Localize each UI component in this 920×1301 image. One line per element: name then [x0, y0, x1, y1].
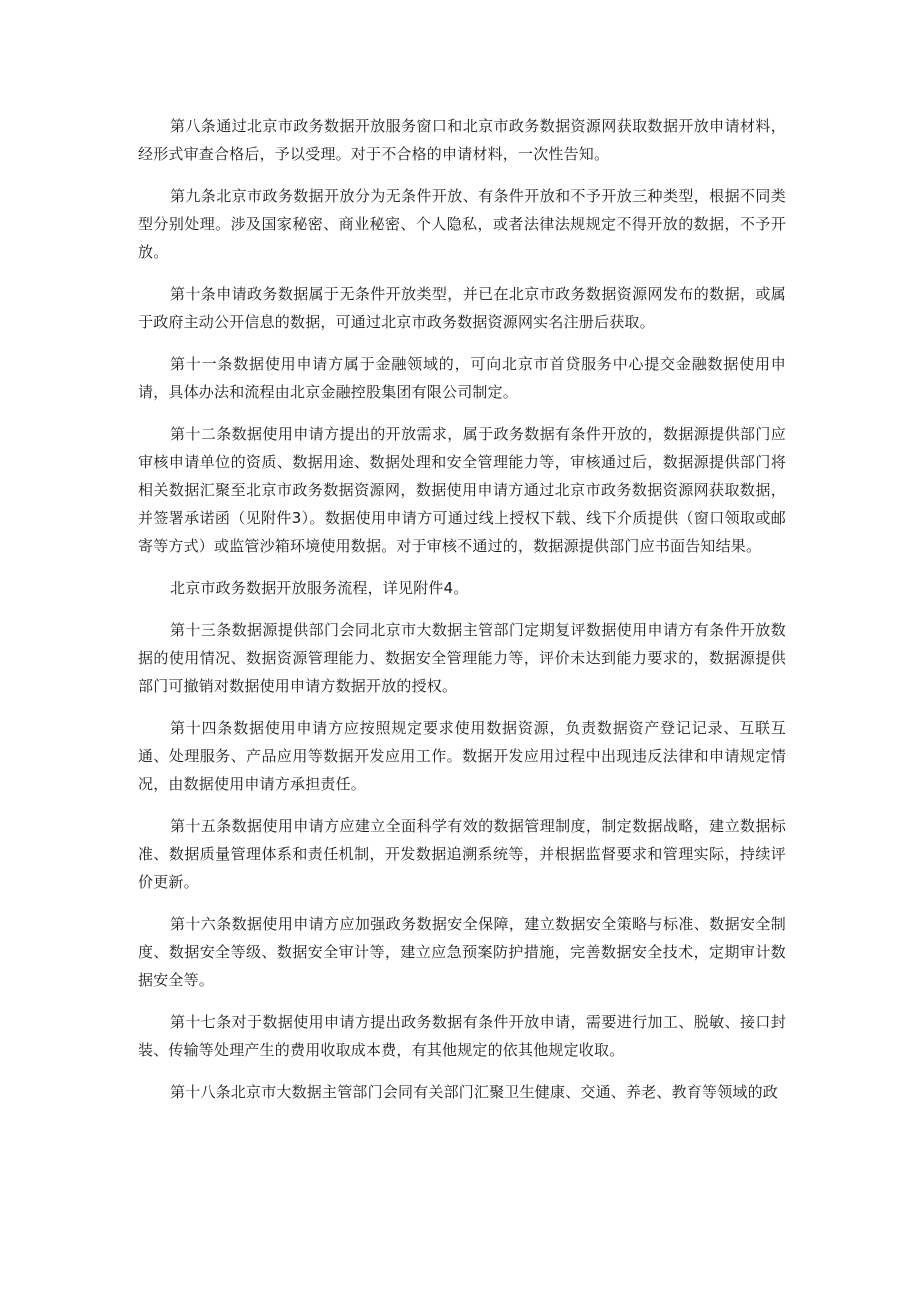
- document-body: [138, 112, 786, 1120]
- paragraph-article-8: 第八条通过北京市政务数据开放服务窗口和北京市政务数据资源网获取数据开放申请材料，经形式审查合格后，予以受理。对于不合格的申请材料，一次性告知。: [138, 117, 786, 163]
- paragraph-article-14: 第十四条数据使用申请方应按照规定要求使用数据资源，负责数据资产登记记录、互联互通、处理服务、产品应用等数据开发应用工作。数据开发应用过程中出现违反法律和申请规定情况，由数据使用申请方承担责任。: [138, 719, 786, 793]
- paragraph-service-process: 北京市政务数据开放服务流程，详见附件4。: [170, 579, 469, 597]
- paragraph-article-13: 第十三条数据源提供部门会同北京市大数据主管部门定期复评数据使用申请方有条件开放数据的使用情况、数据资源管理能力、数据安全管理能力等，评价未达到能力要求的，数据源提供部门可撤销对数据使用申请方数据开放的授权。: [138, 621, 786, 695]
- paragraph-article-18: 第十八条北京市大数据主管部门会同有关部门汇聚卫生健康、交通、养老、教育等领域的政: [170, 1083, 779, 1101]
- paragraph-article-10: 第十条申请政务数据属于无条件开放类型，并已在北京市政务数据资源网发布的数据，或属于政府主动公开信息的数据，可通过北京市政务数据资源网实名注册后获取。: [138, 285, 786, 331]
- paragraph-article-9: 第九条北京市政务数据开放分为无条件开放、有条件开放和不予开放三种类型，根据不同类型分别处理。涉及国家秘密、商业秘密、个人隐私，或者法律法规规定不得开放的数据，不予开放。: [138, 187, 786, 261]
- paragraph-article-17: 第十七条对于数据使用申请方提出政务数据有条件开放申请，需要进行加工、脱敏、接口封装、传输等处理产生的费用收取成本费，有其他规定的依其他规定收取。: [138, 1013, 786, 1059]
- paragraph-article-12: 第十二条数据使用申请方提出的开放需求，属于政务数据有条件开放的，数据源提供部门应审核申请单位的资质、数据用途、数据处理和安全管理能力等，审核通过后，数据源提供部门将相关数据汇聚至北京市政务数据资源网，数据使用申请方通过北京市政务数据资源网获取数据，并签署承诺函（见附件3）。数据使用申请方可通过线上授权下载、线下介质提供（窗口领取或邮寄等方式）或监管沙箱环境使用数据。对于审核不通过的，数据源提供部门应书面告知结果。: [138, 425, 786, 555]
- paragraph-article-15: 第十五条数据使用申请方应建立全面科学有效的数据管理制度，制定数据战略，建立数据标准、数据质量管理体系和责任机制，开发数据追溯系统等，并根据监督要求和管理实际，持续评价更新。: [138, 817, 786, 891]
- paragraph-article-16: 第十六条数据使用申请方应加强政务数据安全保障，建立数据安全策略与标准、数据安全制度、数据安全等级、数据安全审计等，建立应急预案防护措施，完善数据安全技术，定期审计数据安全等。: [138, 915, 786, 989]
- paragraph-article-11: 第十一条数据使用申请方属于金融领域的，可向北京市首贷服务中心提交金融数据使用申请，具体办法和流程由北京金融控股集团有限公司制定。: [138, 355, 786, 401]
